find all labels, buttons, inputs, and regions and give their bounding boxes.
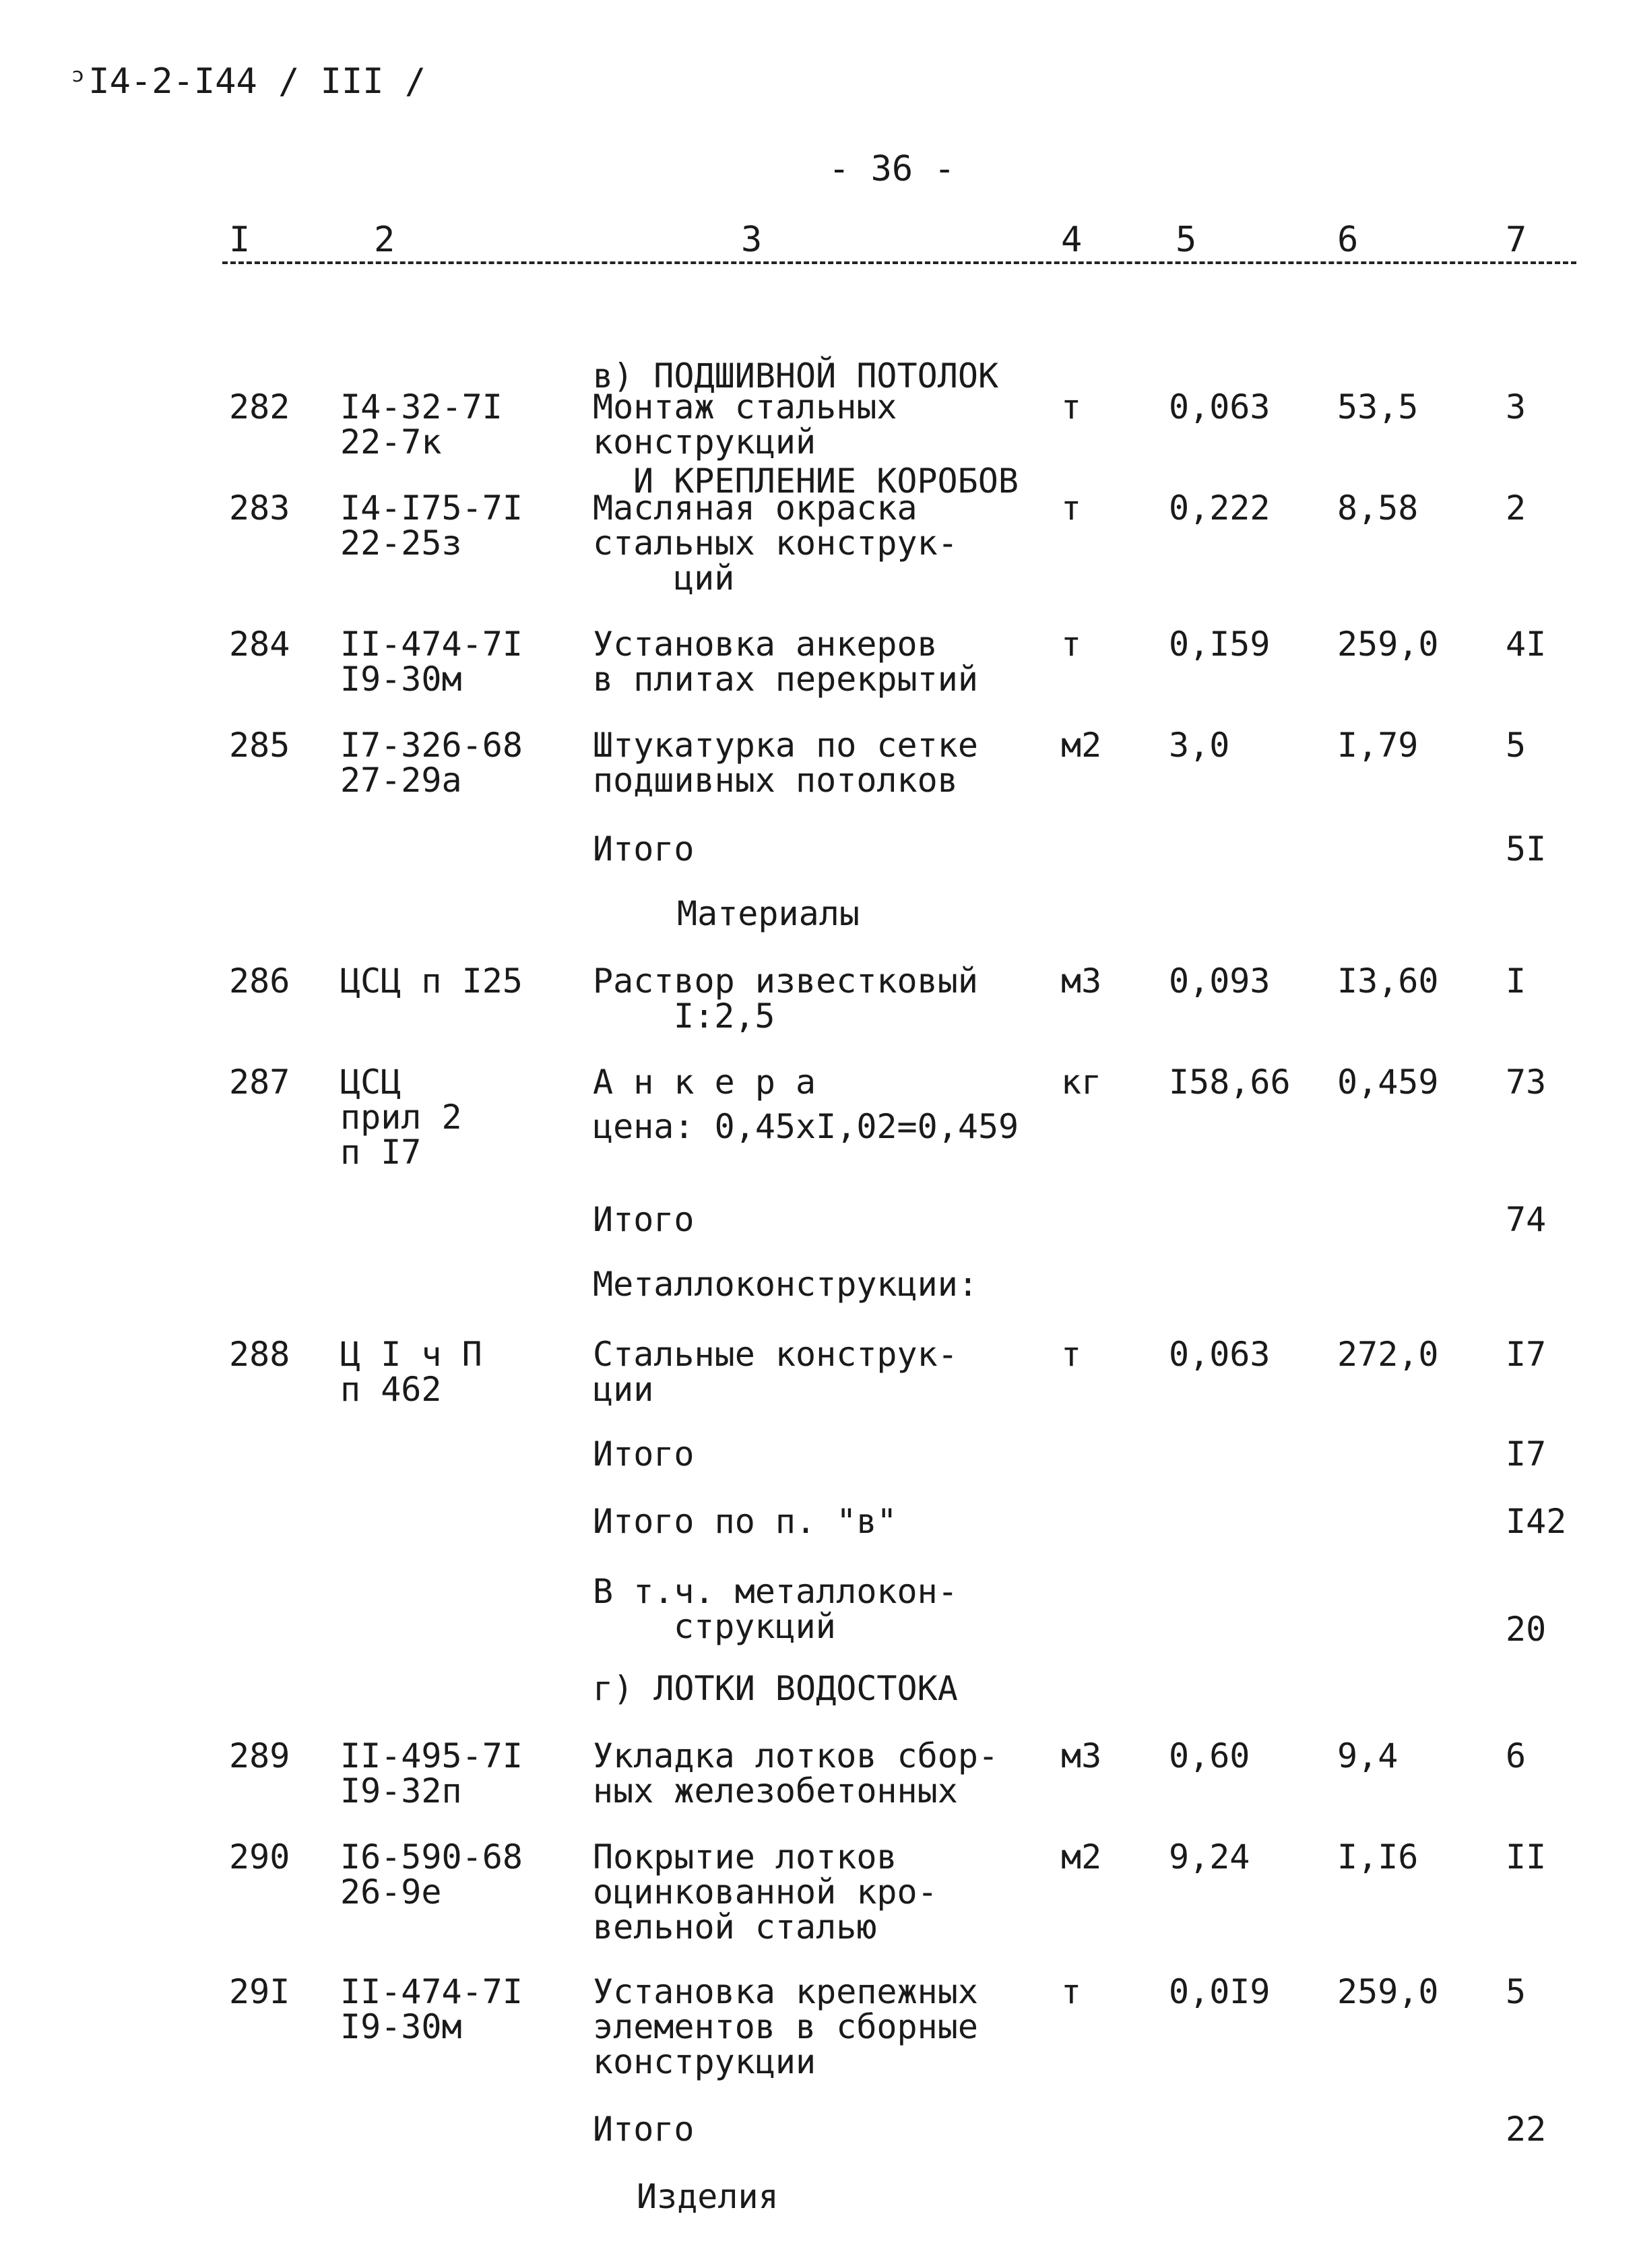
column-number-1: I xyxy=(229,220,251,260)
column-number-7: 7 xyxy=(1506,220,1527,260)
section-v-title: в) ПОДШИВНОЙ ПОТОЛОК И КРЕПЛЕНИЕ КОРОБОВ xyxy=(593,356,1019,501)
page-number: - 36 - xyxy=(829,149,955,189)
header-dashed-rule xyxy=(222,261,1576,264)
column-number-header xyxy=(222,222,1576,270)
column-number-5: 5 xyxy=(1176,220,1197,260)
materials-title: Материалы xyxy=(677,894,860,933)
section-g-title: г) ЛОТКИ ВОДОСТОКА xyxy=(593,1669,958,1708)
column-number-3: 3 xyxy=(741,220,763,260)
document-code: ᵓI4-2-I44 / III / xyxy=(67,61,426,102)
column-number-4: 4 xyxy=(1061,220,1083,260)
column-number-6: 6 xyxy=(1337,220,1359,260)
products-title: Изделия xyxy=(637,2177,779,2216)
metalwork-title: Металлоконструкции: xyxy=(593,1265,978,1304)
column-number-2: 2 xyxy=(374,220,395,260)
